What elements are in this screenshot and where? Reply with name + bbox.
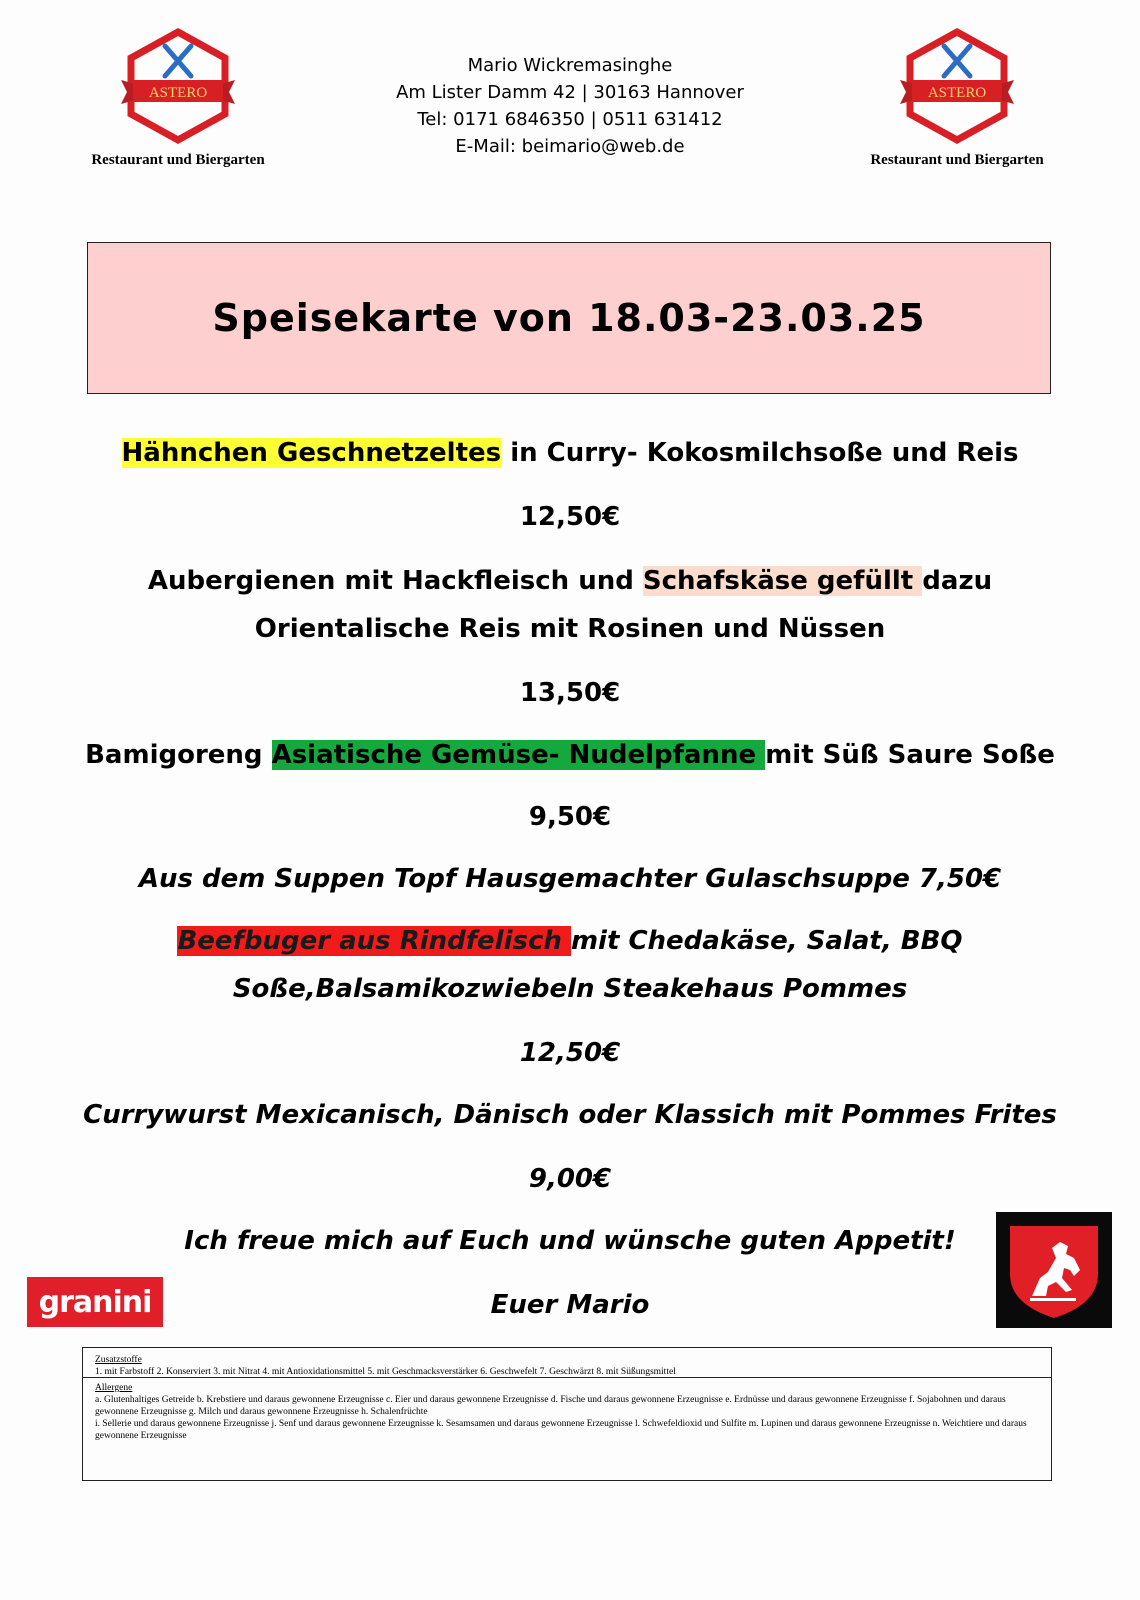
- allergen-footer: [82, 1347, 1052, 1481]
- additives-title: Zusatzstoffe: [95, 1355, 142, 1365]
- dish2-before: Aubergienen mit Hackfleisch und: [147, 566, 643, 596]
- dish2-after: dazu: [922, 566, 993, 596]
- page-title: Speisekarte von 18.03-23.03.25: [212, 296, 926, 340]
- dish1-line: [40, 438, 1100, 468]
- allergens-title: Allergene: [95, 1383, 133, 1393]
- contact-email: E-Mail: beimario@web.de: [455, 136, 685, 157]
- dish2-line1: [40, 566, 1100, 596]
- dish1-price: 12,50€: [519, 502, 621, 532]
- dish4-line1: [40, 926, 1100, 956]
- dish1-description: in Curry- Kokosmilchsoße und Reis: [501, 438, 1019, 468]
- dish4-line2: Soße,Balsamikozwiebeln Steakehaus Pommes: [232, 974, 908, 1004]
- dish2-highlight: Schafskäse gefüllt: [642, 566, 923, 596]
- dish3-line: [40, 740, 1100, 770]
- dish2-line2: Orientalische Reis mit Rosinen und Nüssen: [254, 614, 886, 644]
- contact-phone: Tel: 0171 6846350 | 0511 631412: [417, 109, 723, 130]
- additives-section: [83, 1348, 1051, 1378]
- dish3-price: 9,50€: [528, 802, 612, 832]
- dish2-price: 13,50€: [519, 678, 621, 708]
- restaurant-logo-right: [857, 28, 1057, 169]
- horse-shield-icon: [996, 1212, 1112, 1328]
- dish4-highlight: Beefbuger aus Rindfelisch: [177, 926, 571, 956]
- allergens-line1: a. Glutenhaltiges Getreide b. Krebstiere und daraus gewonnene Erzeugnisse c. Eier und daraus gewonnene Erzeugnisse d. Fische und daraus gewonnene Erzeugnisse e. Erdnüsse und daraus gewonnene Erzeugnisse f. Sojabohnen und daraus gewonnene Erzeugnisse g. Milch und daraus gewonnene Erzeugnisse h. Schalenfrüchte: [95, 1395, 1006, 1417]
- contact-address: Am Lister Damm 42 | 30163 Hannover: [396, 82, 744, 103]
- allergens-line2: i. Sellerie und daraus gewonnene Erzeugnisse j. Senf und daraus gewonnene Erzeugnisse k. Sesamsamen und daraus gewonnene Erzeugnisse l. Schwefeldioxid und Sulfite m. Lupinen und daraus gewonnene Erzeugnisse n. Weichtiere und daraus gewonnene Erzeugnisse: [95, 1419, 1027, 1441]
- svg-text:ASTERO: ASTERO: [927, 85, 987, 101]
- signature: Euer Mario: [490, 1290, 650, 1320]
- dish3-before: Bamigoreng: [85, 740, 272, 770]
- astero-logo-icon: [113, 28, 243, 148]
- granini-logo: granini: [27, 1277, 163, 1327]
- astero-logo-icon: [892, 28, 1022, 148]
- dish4-price: 12,50€: [519, 1038, 621, 1068]
- allergens-section: [83, 1378, 1051, 1442]
- closing-line: Ich freue mich auf Euch und wünsche guten Appetit!: [184, 1226, 956, 1256]
- logo-caption: Restaurant und Biergarten: [91, 152, 265, 168]
- restaurant-logo-left: [78, 28, 278, 169]
- dish5-price: 9,00€: [528, 1164, 612, 1194]
- soup-line: Aus dem Suppen Topf Hausgemachter Gulaschsuppe 7,50€: [138, 864, 1002, 894]
- dish4-after: mit Chedakäse, Salat, BBQ: [570, 926, 963, 956]
- header: [0, 28, 1140, 188]
- dish3-after: mit Süß Saure Soße: [765, 740, 1055, 770]
- dish3-highlight: Asiatische Gemüse- Nudelpfanne: [271, 740, 766, 770]
- dish1-highlight: Hähnchen Geschnetzeltes: [121, 438, 502, 468]
- contact-info: [340, 52, 800, 160]
- svg-text:ASTERO: ASTERO: [148, 85, 208, 101]
- logo-caption: Restaurant und Biergarten: [870, 152, 1044, 168]
- title-box: [87, 242, 1051, 394]
- contact-name: Mario Wickremasinghe: [467, 55, 673, 76]
- additives-text: 1. mit Farbstoff 2. Konserviert 3. mit Nitrat 4. mit Antioxidationsmittel 5. mit Geschmacksverstärker 6. Geschwefelt 7. Geschwärzt 8. mit Süßungsmittel: [95, 1367, 676, 1377]
- dish5-line: Currywurst Mexicanisch, Dänisch oder Klassich mit Pommes Frites: [83, 1100, 1057, 1130]
